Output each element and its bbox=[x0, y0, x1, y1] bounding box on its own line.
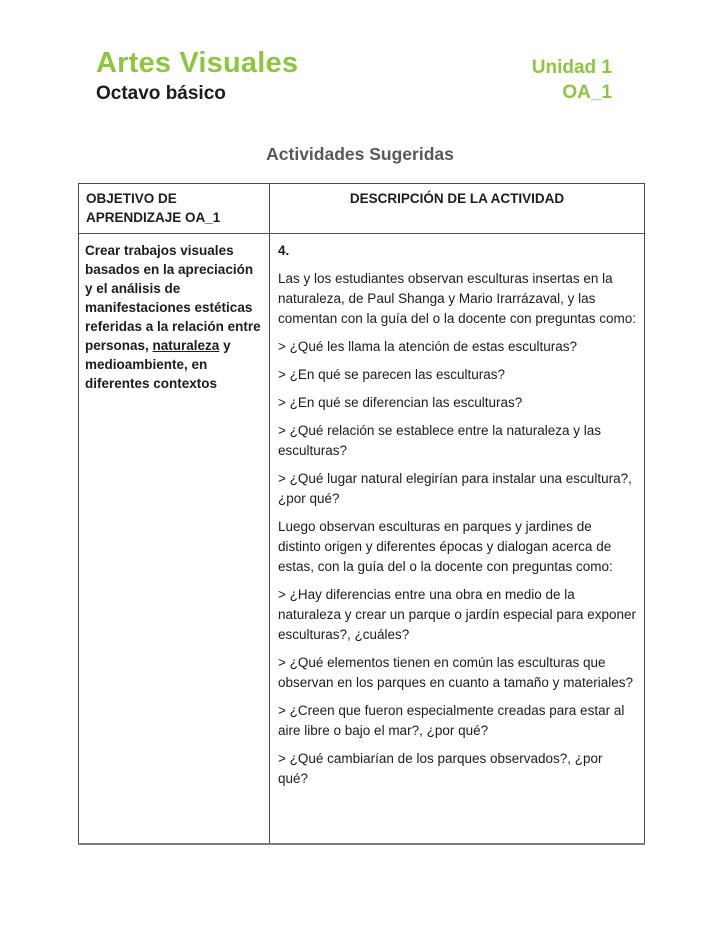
objective-cell bbox=[79, 234, 270, 844]
oa-code-label: OA_1 bbox=[562, 82, 612, 103]
activities-table bbox=[78, 183, 645, 845]
activity-cell bbox=[270, 234, 645, 844]
activity-question: > ¿Hay diferencias entre una obra en medio de la naturaleza y crear un parque o jardín especial para exponer esculturas?, ¿cuáles? bbox=[278, 587, 636, 642]
unit-label: Unidad 1 bbox=[531, 57, 612, 78]
objective-column-header: OBJETIVO DE APRENDIZAJE OA_1 bbox=[79, 184, 270, 234]
activity-question: > ¿En qué se diferencian las esculturas? bbox=[278, 395, 523, 410]
activity-question: > ¿Qué elementos tienen en común las esculturas que observan en los parques en cuanto a tamaño y materiales? bbox=[278, 655, 633, 690]
table-body-row bbox=[79, 234, 645, 844]
activity-intro-paragraph: Las y los estudiantes observan esculturas insertas en la naturaleza, de Paul Shanga y Mario Irarrázaval, y las comentan con la guía del o la docente con preguntas como: bbox=[278, 271, 636, 326]
objective-text-after: y medioambiente, en diferentes contextos bbox=[85, 338, 231, 391]
activity-question: > ¿Qué lugar natural elegirían para instalar una escultura?, ¿por qué? bbox=[278, 471, 632, 506]
objective-text bbox=[85, 241, 263, 393]
header-left bbox=[96, 44, 298, 106]
table-header-row bbox=[79, 184, 645, 234]
activity-question: > ¿Qué les llama la atención de estas esculturas? bbox=[278, 339, 578, 354]
header-right bbox=[532, 55, 612, 105]
activity-second-paragraph: Luego observan esculturas en parques y jardines de distinto origen y diferentes épocas y dialogan acerca de estas, con la guía del o la docente con preguntas como: bbox=[278, 519, 613, 574]
activity-question: > ¿En qué se parecen las esculturas? bbox=[278, 367, 506, 382]
activity-number: 4. bbox=[278, 243, 290, 258]
grade-level: Octavo básico bbox=[96, 83, 226, 104]
naturaleza-link[interactable]: naturaleza bbox=[152, 338, 220, 353]
section-title: Actividades Sugeridas bbox=[266, 144, 454, 164]
activity-question: > ¿Creen que fueron especialmente creadas para estar al aire libre o bajo el mar?, ¿por qué? bbox=[278, 703, 625, 738]
course-title: Artes Visuales bbox=[96, 47, 299, 79]
activity-question: > ¿Qué cambiarían de los parques observados?, ¿por qué? bbox=[278, 751, 603, 786]
objective-text-before: Crear trabajos visuales basados en la apreciación y el análisis de manifestaciones estéticas referidas a la relación entre personas, bbox=[85, 243, 261, 353]
description-column-header: DESCRIPCIÓN DE LA ACTIVIDAD bbox=[270, 184, 645, 234]
activity-question: > ¿Qué relación se establece entre la naturaleza y las esculturas? bbox=[278, 423, 602, 458]
